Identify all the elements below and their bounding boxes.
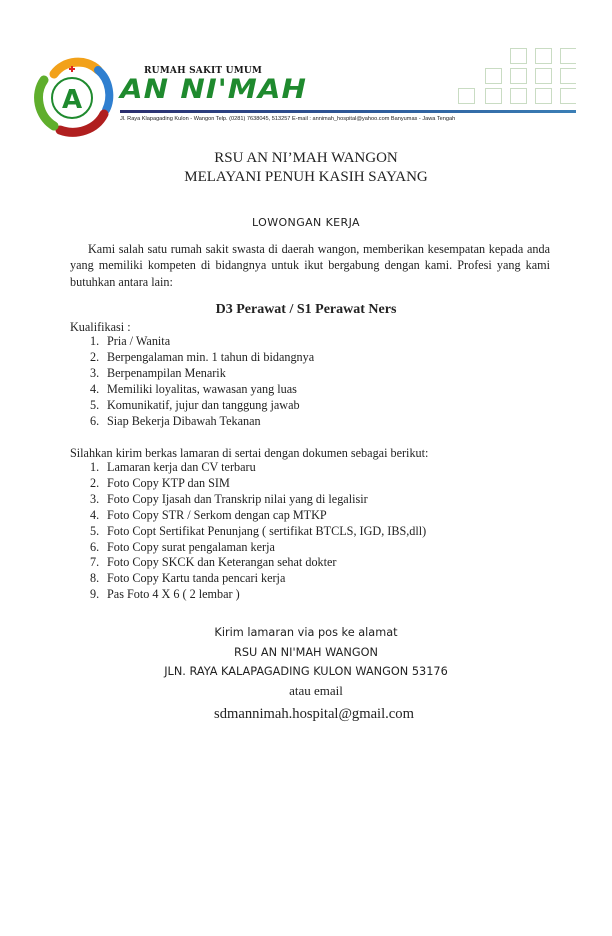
document-title: RSU AN NI’MAH WANGON [214, 150, 398, 166]
svg-text:A: A [61, 85, 83, 115]
list-item: 6. Siap Bekerja Dibawah Tekanan [90, 413, 261, 428]
list-item: 1. Lamaran kerja dan CV terbaru [90, 460, 256, 474]
list-item: 5. Foto Copt Sertifikat Penunjang ( sertifikat BTCLS, IGD, IBS,dll) [90, 523, 427, 538]
position-title: D3 Perawat / S1 Perawat Ners [215, 302, 397, 317]
list-item: 9. Pas Foto 4 X 6 ( 2 lembar ) [90, 587, 240, 602]
list-item: 2. Foto Copy KTP dan SIM [90, 475, 230, 490]
list-item: 2. Berpengalaman min. 1 tahun di bidangnya [90, 349, 315, 364]
letterhead-subtitle: RUMAH SAKIT UMUM [144, 66, 263, 76]
list-item: 3. Berpenampilan Menarik [90, 365, 226, 380]
or-email-label: atau email [289, 683, 343, 698]
list-item: 1. Pria / Wanita [90, 334, 171, 348]
documents-list [90, 460, 426, 603]
list-item: 3. Foto Copy Ijasah dan Transkrip nilai yang di legalisir [90, 491, 368, 506]
list-item: 7. Foto Copy SKCK dan Keterangan sehat dokter [90, 555, 337, 570]
qualifications-list [90, 334, 314, 429]
contact-organization: RSU AN NI'MAH WANGON [234, 646, 378, 659]
letterhead-brand-name: AN NI'MAH [120, 74, 308, 105]
contact-email: sdmannimah.hospital@gmail.com [214, 706, 414, 722]
intro-paragraph: Kami salah satu rumah sakit swasta di daerah wangon, memberikan kesempatan kepada anda yang memiliki kompeten di bidangnya untuk ikut bergabung dengan kami. Profesi yang kami butuhkan antara lain: [70, 242, 550, 289]
send-instruction: Kirim lamaran via pos ke alamat [214, 626, 398, 639]
contact-address: JLN. RAYA KALAPAGADING KULON WANGON 53176 [164, 665, 448, 678]
documents-label: Silahkan kirim berkas lamaran di sertai dengan dokumen sebagai berikut: [70, 446, 429, 460]
list-item: 8. Foto Copy Kartu tanda pencari kerja [90, 571, 286, 586]
list-item: 6. Foto Copy surat pengalaman kerja [90, 539, 275, 554]
section-heading: LOWONGAN KERJA [252, 216, 360, 229]
letterhead-address: Jl. Raya Klapagading Kulon - Wangon Telp. (0281) 7638045, 513257 E-mail : annimah_hospital@yahoo.com Banyumas - Jawa Tengah [120, 116, 456, 122]
qualifications-label: Kualifikasi : [70, 320, 131, 334]
list-item: 4. Foto Copy STR / Serkom dengan cap MTKP [90, 507, 327, 522]
letterhead-rule [120, 110, 576, 113]
hospital-logo [24, 52, 120, 142]
document-tagline: MELAYANI PENUH KASIH SAYANG [184, 169, 428, 185]
list-item: 4. Memiliki loyalitas, wawasan yang luas [90, 381, 297, 396]
list-item: 5. Komunikatif, jujur dan tanggung jawab [90, 397, 300, 412]
